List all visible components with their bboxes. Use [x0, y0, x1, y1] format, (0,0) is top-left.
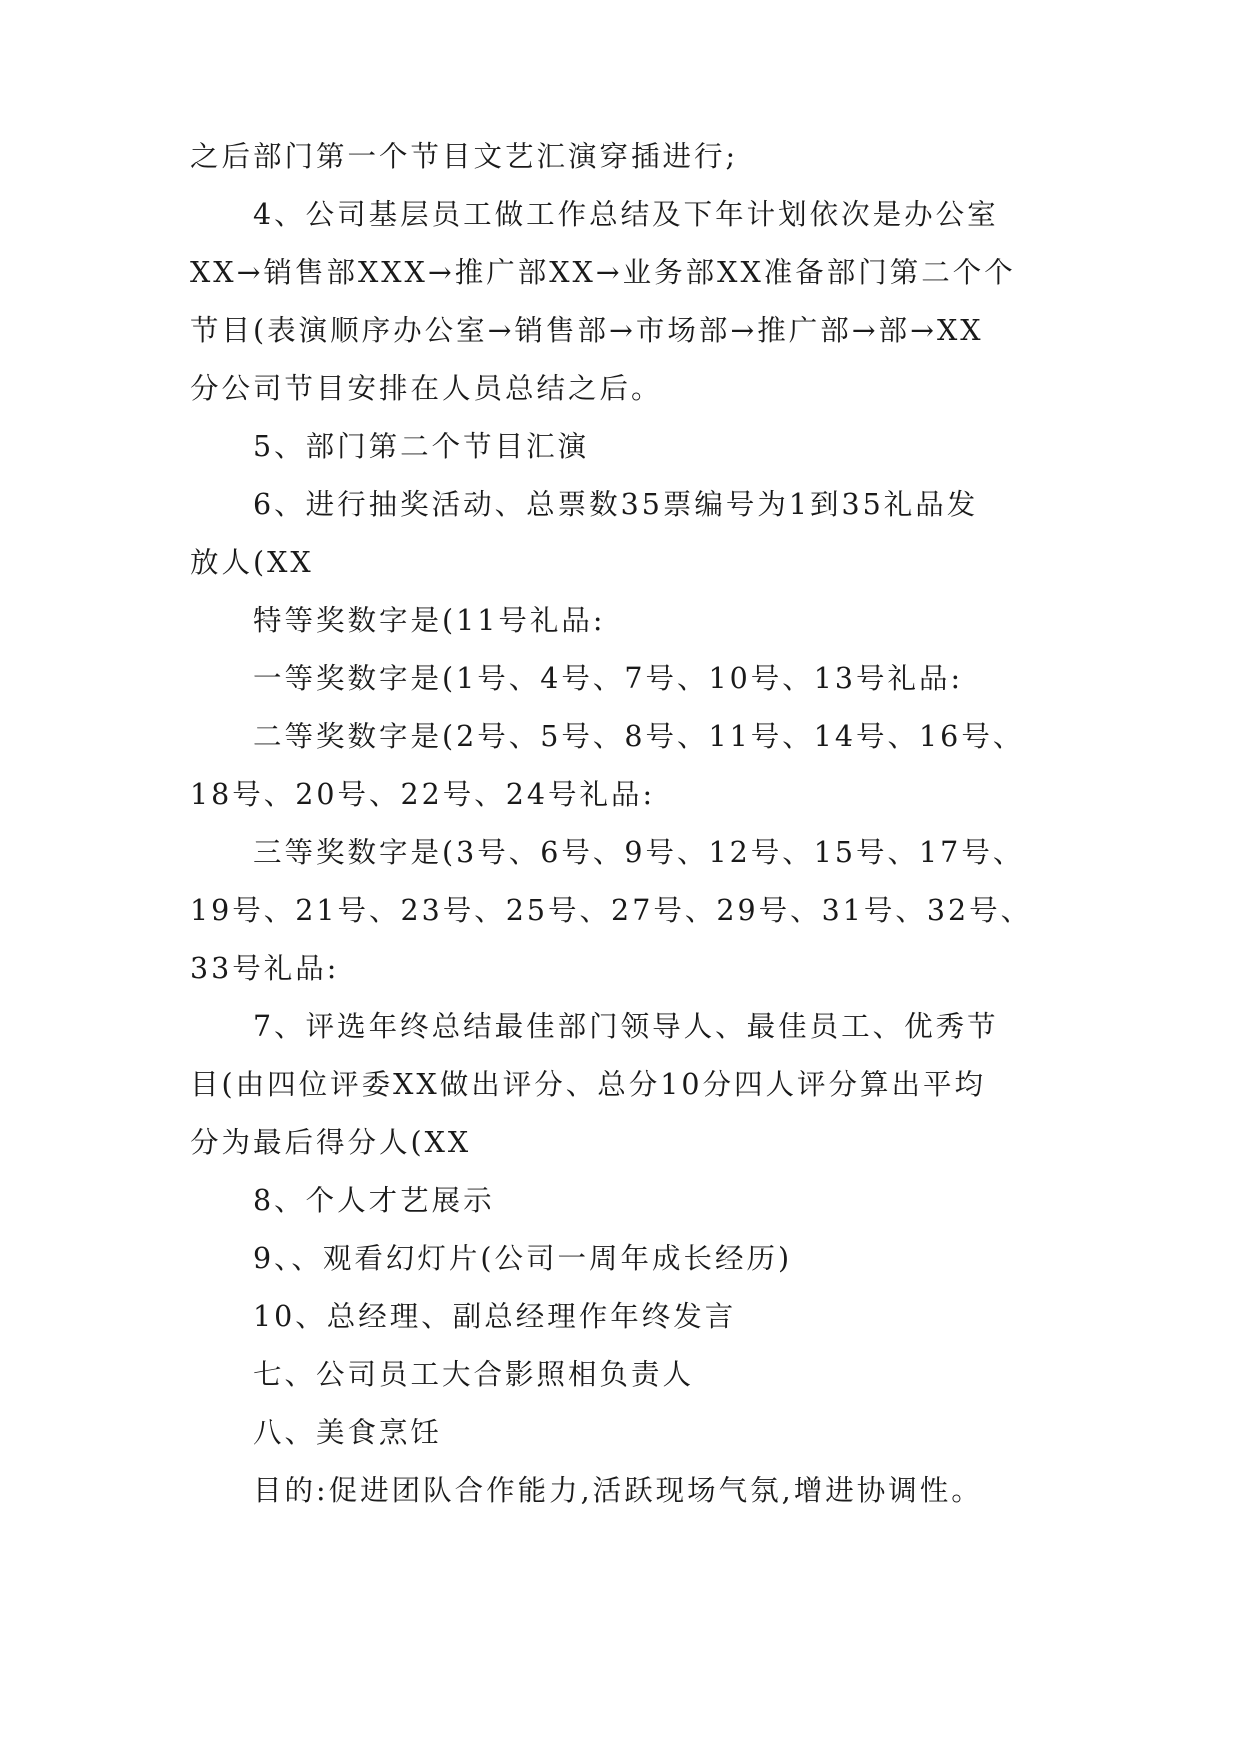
text-line: 放人(XX: [190, 546, 314, 579]
text-line: 7、评选年终总结最佳部门领导人、最佳员工、优秀节: [253, 1010, 999, 1043]
text-line: 节目(表演顺序办公室→销售部→市场部→推广部→部→XX: [190, 314, 984, 347]
text-line: 6、进行抽奖活动、总票数35票编号为1到35礼品发: [253, 488, 979, 521]
text-line: 18号、20号、22号、24号礼品:: [190, 778, 656, 811]
text-line: 8、个人才艺展示: [253, 1184, 495, 1217]
text-line: 10、总经理、副总经理作年终发言: [253, 1300, 737, 1333]
document-body: [190, 128, 1065, 1520]
text-line: 19号、21号、23号、25号、27号、29号、31号、32号、: [190, 894, 1033, 927]
text-line: 一等奖数字是(1号、4号、7号、10号、13号礼品:: [253, 662, 964, 695]
text-line: 9、、观看幻灯片(公司一周年成长经历): [253, 1242, 793, 1275]
text-line: 分为最后得分人(XX: [190, 1126, 472, 1159]
text-line: 七、公司员工大合影照相负责人: [253, 1358, 695, 1391]
text-line: 4、公司基层员工做工作总结及下年计划依次是办公室: [253, 198, 999, 231]
text-line: 特等奖数字是(11号礼品:: [253, 604, 606, 637]
text-line: 分公司节目安排在人员总结之后。: [190, 372, 663, 405]
text-line: 5、部门第二个节目汇演: [253, 430, 590, 463]
text-line: 目的:促进团队合作能力,活跃现场气氛,增进协调性。: [253, 1474, 983, 1507]
text-line: 33号礼品:: [190, 952, 340, 985]
text-line: 八、美食烹饪: [253, 1416, 443, 1449]
text-line: 二等奖数字是(2号、5号、8号、11号、14号、16号、: [253, 720, 1025, 753]
text-line: 目(由四位评委XX做出评分、总分10分四人评分算出平均: [190, 1068, 986, 1101]
text-line: XX→销售部XXX→推广部XX→业务部XX准备部门第二个个: [190, 256, 1016, 289]
text-line: 三等奖数字是(3号、6号、9号、12号、15号、17号、: [253, 836, 1025, 869]
text-line: 之后部门第一个节目文艺汇演穿插进行;: [190, 140, 739, 173]
